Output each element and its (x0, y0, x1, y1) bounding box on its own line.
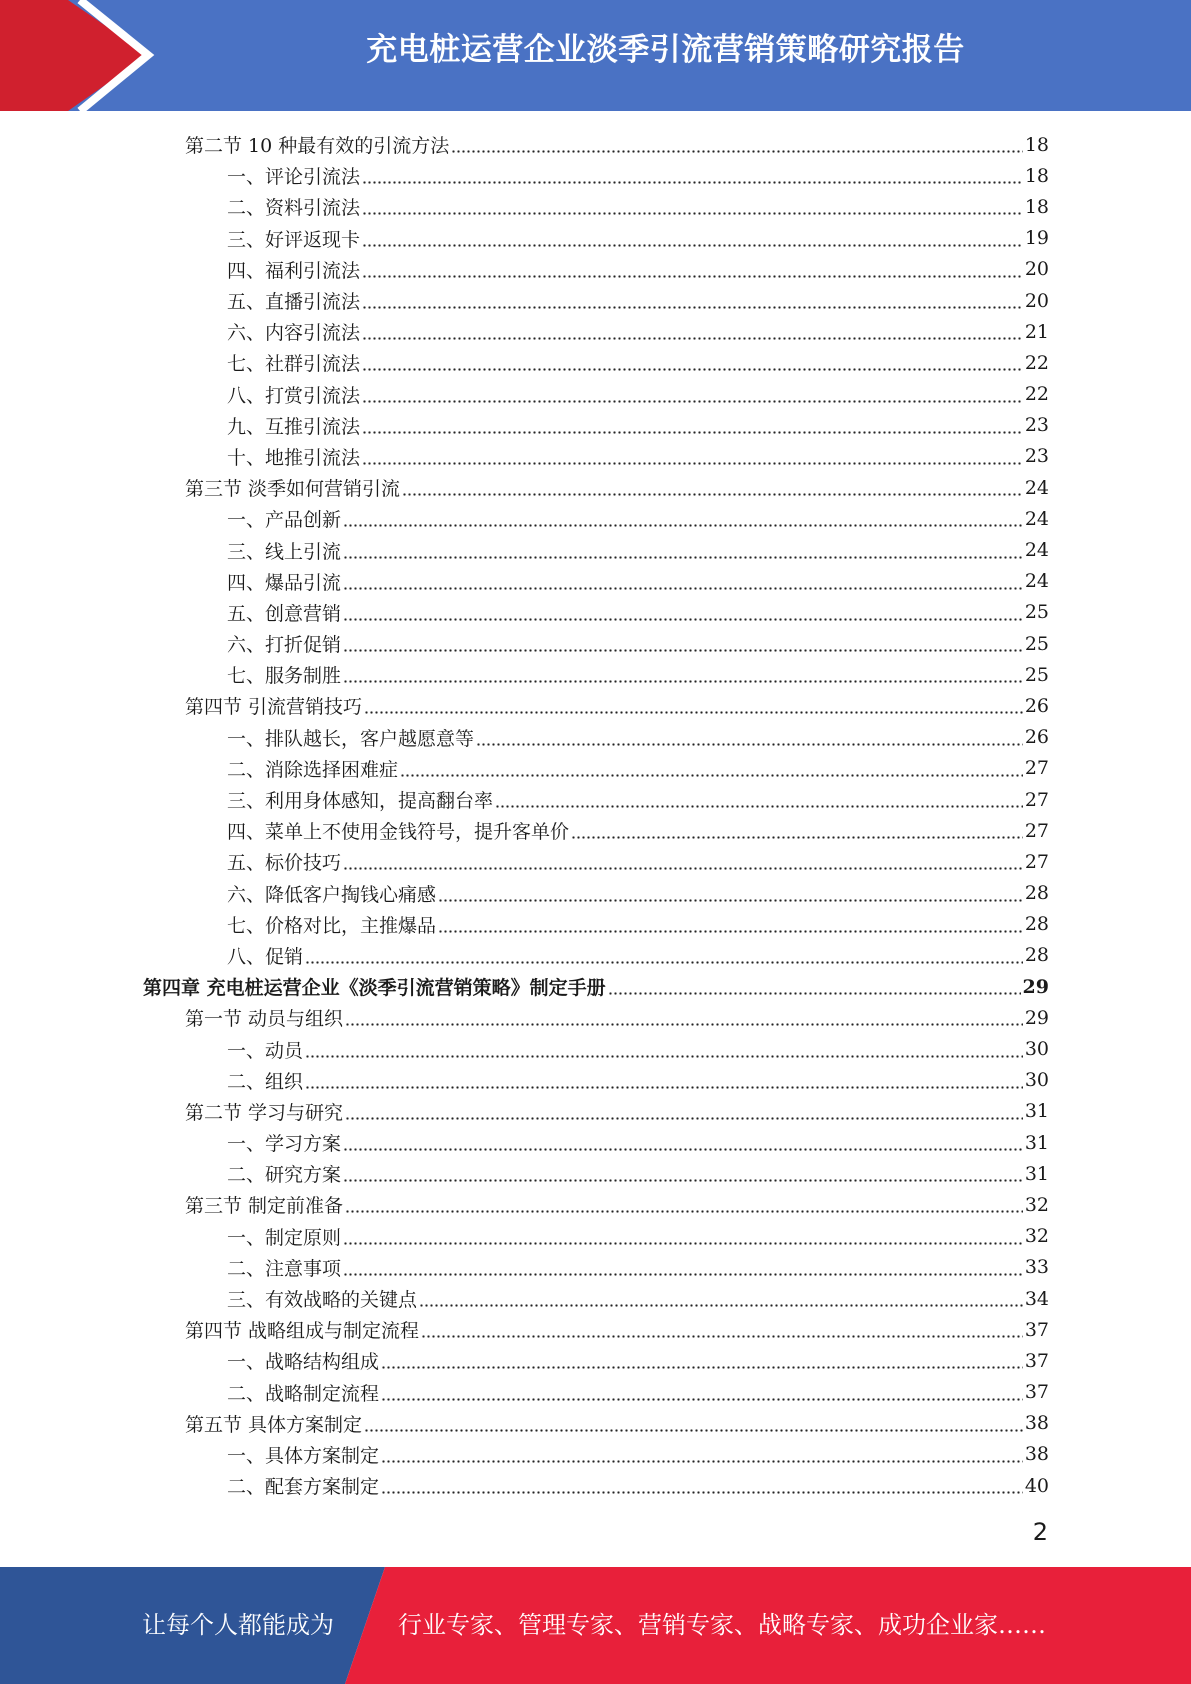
toc-entry[interactable] (143, 1252, 1049, 1283)
toc-entry-page: 34 (1024, 1287, 1049, 1310)
toc-dot-leader (451, 149, 1023, 155)
toc-entry-title: 二、组织 (227, 1070, 304, 1093)
toc-dot-leader (438, 928, 1023, 934)
toc-entry-page: 29 (1024, 1006, 1049, 1029)
toc-dot-leader (362, 242, 1023, 248)
toc-entry-title: 第二节 学习与研究 (185, 1101, 344, 1124)
toc-entry[interactable] (143, 254, 1049, 285)
toc-entry-page: 24 (1024, 570, 1049, 593)
toc-entry-title: 一、动员 (227, 1039, 304, 1062)
toc-dot-leader (362, 273, 1023, 279)
toc-entry-title: 六、打折促销 (227, 634, 342, 657)
toc-entry-page: 28 (1024, 882, 1049, 905)
toc-entry-page: 37 (1024, 1318, 1049, 1341)
toc-dot-leader (305, 1053, 1023, 1059)
toc-entry-page: 30 (1024, 1069, 1049, 1092)
toc-entry[interactable] (143, 940, 1049, 971)
toc-entry-page: 19 (1024, 227, 1049, 250)
toc-entry-page: 28 (1024, 913, 1049, 936)
toc-entry[interactable] (143, 316, 1049, 347)
toc-entry-title: 三、好评返现卡 (227, 228, 361, 251)
toc-dot-leader (362, 398, 1023, 404)
toc-dot-leader (381, 1458, 1023, 1464)
toc-entry[interactable] (143, 1158, 1049, 1189)
toc-entry-title: 四、爆品引流 (227, 571, 342, 594)
toc-entry[interactable] (143, 1283, 1049, 1314)
toc-dot-leader (571, 835, 1023, 841)
toc-entry[interactable] (143, 1314, 1049, 1345)
toc-entry-page: 38 (1024, 1443, 1049, 1466)
toc-entry[interactable] (143, 659, 1049, 690)
toc-dot-leader (364, 710, 1023, 716)
toc-entry-title: 五、直播引流法 (227, 291, 361, 314)
toc-entry[interactable] (143, 347, 1049, 378)
toc-entry[interactable] (143, 534, 1049, 565)
toc-dot-leader (421, 1334, 1023, 1340)
toc-entry-page: 26 (1024, 726, 1049, 749)
toc-dot-leader (362, 429, 1023, 435)
toc-entry[interactable] (143, 441, 1049, 472)
toc-entry-title: 一、排队越长，客户越愿意等 (227, 727, 475, 750)
toc-dot-leader (364, 1427, 1023, 1433)
toc-entry[interactable] (143, 1096, 1049, 1127)
toc-entry[interactable] (143, 129, 1049, 160)
toc-entry[interactable] (143, 1065, 1049, 1096)
toc-entry-title: 一、学习方案 (227, 1133, 342, 1156)
toc-entry-page: 24 (1024, 476, 1049, 499)
toc-entry-page: 32 (1024, 1225, 1049, 1248)
toc-entry[interactable] (143, 1377, 1049, 1408)
toc-entry[interactable] (143, 1189, 1049, 1220)
toc-dot-leader (438, 897, 1023, 903)
toc-dot-leader (495, 804, 1023, 810)
toc-entry-title: 第一节 动员与组织 (185, 1008, 344, 1031)
toc-entry[interactable] (143, 1470, 1049, 1501)
toc-entry-page: 40 (1024, 1474, 1049, 1497)
toc-entry-title: 四、福利引流法 (227, 259, 361, 282)
toc-entry[interactable] (143, 223, 1049, 254)
toc-entry-page: 33 (1024, 1256, 1049, 1279)
toc-entry[interactable] (143, 285, 1049, 316)
toc-dot-leader (305, 959, 1023, 965)
toc-dot-leader (343, 523, 1023, 529)
toc-dot-leader (362, 211, 1023, 217)
page-footer (0, 1567, 1191, 1684)
toc-entry[interactable] (143, 628, 1049, 659)
toc-entry-title: 一、具体方案制定 (227, 1444, 380, 1467)
toc-entry[interactable] (143, 1221, 1049, 1252)
toc-entry[interactable] (143, 191, 1049, 222)
toc-entry[interactable] (143, 909, 1049, 940)
toc-entry-page: 21 (1024, 320, 1049, 343)
toc-entry-page: 27 (1024, 757, 1049, 780)
toc-entry[interactable] (143, 1002, 1049, 1033)
toc-entry-title: 四、菜单上不使用金钱符号，提升客单价 (227, 821, 570, 844)
toc-entry[interactable] (143, 722, 1049, 753)
toc-entry-page: 37 (1024, 1349, 1049, 1372)
toc-dot-leader (419, 1303, 1023, 1309)
toc-entry-page: 23 (1024, 445, 1049, 468)
toc-entry-title: 第四节 战略组成与制定流程 (185, 1320, 420, 1343)
toc-dot-leader (345, 1115, 1023, 1121)
toc-entry[interactable] (143, 753, 1049, 784)
toc-entry-page: 24 (1024, 539, 1049, 562)
toc-dot-leader (343, 1240, 1023, 1246)
toc-entry-title: 六、内容引流法 (227, 322, 361, 345)
page-number: 2 (1032, 1518, 1048, 1546)
toc-entry-page: 20 (1024, 258, 1049, 281)
toc-entry[interactable] (143, 690, 1049, 721)
toc-entry[interactable] (143, 503, 1049, 534)
toc-entry-page: 30 (1024, 1038, 1049, 1061)
toc-entry-page: 25 (1024, 663, 1049, 686)
toc-dot-leader (362, 336, 1023, 342)
toc-entry-page: 27 (1024, 819, 1049, 842)
toc-entry[interactable] (143, 1408, 1049, 1439)
toc-dot-leader (362, 367, 1023, 373)
toc-dot-leader (343, 679, 1023, 685)
toc-dot-leader (381, 1365, 1023, 1371)
document-title: 充电桩运营企业淡季引流营销策略研究报告 (366, 32, 965, 68)
toc-entry-page: 18 (1024, 133, 1049, 156)
toc-entry-title: 六、降低客户掏钱心痛感 (227, 883, 437, 906)
toc-entry[interactable] (143, 1345, 1049, 1376)
toc-entry-page: 29 (1022, 975, 1049, 998)
toc-entry-page: 38 (1024, 1412, 1049, 1435)
toc-entry-title: 第五节 具体方案制定 (185, 1413, 363, 1436)
toc-entry-page: 18 (1024, 195, 1049, 218)
toc-dot-leader (402, 492, 1023, 498)
toc-entry-page: 27 (1024, 850, 1049, 873)
toc-entry[interactable] (143, 566, 1049, 597)
toc-dot-leader (362, 305, 1023, 311)
header-red-arrow (0, 0, 148, 111)
toc-entry-page: 22 (1024, 351, 1049, 374)
toc-entry-page: 31 (1024, 1131, 1049, 1154)
toc-dot-leader (345, 1209, 1023, 1215)
toc-entry-title: 第四章 充电桩运营企业《淡季引流营销策略》制定手册 (143, 977, 606, 1000)
toc-dot-leader (476, 741, 1023, 747)
toc-entry-title: 七、社群引流法 (227, 353, 361, 376)
toc-entry-page: 31 (1024, 1162, 1049, 1185)
toc-dot-leader (305, 1084, 1023, 1090)
toc-entry-page: 18 (1024, 164, 1049, 187)
toc-entry-title: 第三节 淡季如何营销引流 (185, 478, 401, 501)
toc-entry[interactable] (143, 160, 1049, 191)
toc-entry-page: 26 (1024, 694, 1049, 717)
toc-dot-leader (381, 1396, 1023, 1402)
toc-entry-title: 一、制定原则 (227, 1226, 342, 1249)
toc-dot-leader (343, 1147, 1023, 1153)
toc-entry[interactable] (143, 846, 1049, 877)
toc-dot-leader (343, 1271, 1023, 1277)
toc-dot-leader (343, 585, 1023, 591)
toc-entry-title: 第四节 引流营销技巧 (185, 696, 363, 719)
toc-entry-title: 二、注意事项 (227, 1257, 342, 1280)
toc-entry-page: 32 (1024, 1193, 1049, 1216)
page-header (0, 0, 1191, 111)
toc-entry-title: 第三节 制定前准备 (185, 1195, 344, 1218)
toc-entry[interactable] (143, 1033, 1049, 1064)
toc-entry-title: 五、标价技巧 (227, 852, 342, 875)
toc-entry-title: 二、战略制定流程 (227, 1382, 380, 1405)
toc-entry-title: 三、利用身体感知，提高翻台率 (227, 790, 494, 813)
toc-dot-leader (343, 1178, 1023, 1184)
toc-dot-leader (400, 772, 1023, 778)
toc-entry-page: 37 (1024, 1381, 1049, 1404)
toc-entry-title: 一、评论引流法 (227, 166, 361, 189)
toc-dot-leader (343, 616, 1023, 622)
toc-dot-leader (343, 648, 1023, 654)
toc-dot-leader (608, 991, 1021, 997)
toc-entry-title: 九、互推引流法 (227, 415, 361, 438)
toc-entry-title: 七、服务制胜 (227, 665, 342, 688)
toc-entry-page: 31 (1024, 1100, 1049, 1123)
toc-entry[interactable] (143, 1439, 1049, 1470)
toc-entry[interactable] (143, 1127, 1049, 1158)
toc-entry-page: 25 (1024, 601, 1049, 624)
toc-dot-leader (343, 554, 1023, 560)
toc-entry-title: 五、创意营销 (227, 602, 342, 625)
toc-dot-leader (362, 460, 1023, 466)
toc-entry-title: 二、资料引流法 (227, 197, 361, 220)
table-of-contents (143, 129, 1049, 1501)
toc-dot-leader (345, 1022, 1023, 1028)
toc-entry[interactable] (143, 878, 1049, 909)
toc-entry-page: 27 (1024, 788, 1049, 811)
footer-slogan-left: 让每个人都能成为 (142, 1611, 334, 1639)
footer-slogan-right: 行业专家、管理专家、营销专家、战略专家、成功企业家…… (398, 1611, 1046, 1639)
toc-entry-title: 三、有效战略的关键点 (227, 1289, 418, 1312)
toc-entry-title: 八、促销 (227, 945, 304, 968)
toc-entry-page: 24 (1024, 507, 1049, 530)
toc-entry[interactable] (143, 971, 1049, 1002)
toc-entry-title: 三、线上引流 (227, 540, 342, 563)
toc-entry[interactable] (143, 597, 1049, 628)
toc-dot-leader (343, 866, 1023, 872)
toc-entry-page: 22 (1024, 383, 1049, 406)
toc-entry-title: 一、战略结构组成 (227, 1351, 380, 1374)
toc-entry-page: 25 (1024, 632, 1049, 655)
toc-entry[interactable] (143, 815, 1049, 846)
toc-entry-title: 一、产品创新 (227, 509, 342, 532)
toc-entry-title: 十、地推引流法 (227, 446, 361, 469)
toc-entry[interactable] (143, 379, 1049, 410)
toc-entry-title: 八、打赏引流法 (227, 384, 361, 407)
toc-entry-title: 七、价格对比，主推爆品 (227, 914, 437, 937)
toc-dot-leader (381, 1490, 1023, 1496)
toc-entry-page: 28 (1024, 944, 1049, 967)
toc-entry[interactable] (143, 784, 1049, 815)
toc-dot-leader (362, 180, 1023, 186)
toc-entry-page: 20 (1024, 289, 1049, 312)
toc-entry-page: 23 (1024, 414, 1049, 437)
toc-entry-title: 第二节 10 种最有效的引流方法 (185, 135, 450, 158)
toc-entry[interactable] (143, 410, 1049, 441)
toc-entry-title: 二、消除选择困难症 (227, 758, 399, 781)
toc-entry[interactable] (143, 472, 1049, 503)
toc-entry-title: 二、研究方案 (227, 1164, 342, 1187)
toc-entry-title: 二、配套方案制定 (227, 1476, 380, 1499)
